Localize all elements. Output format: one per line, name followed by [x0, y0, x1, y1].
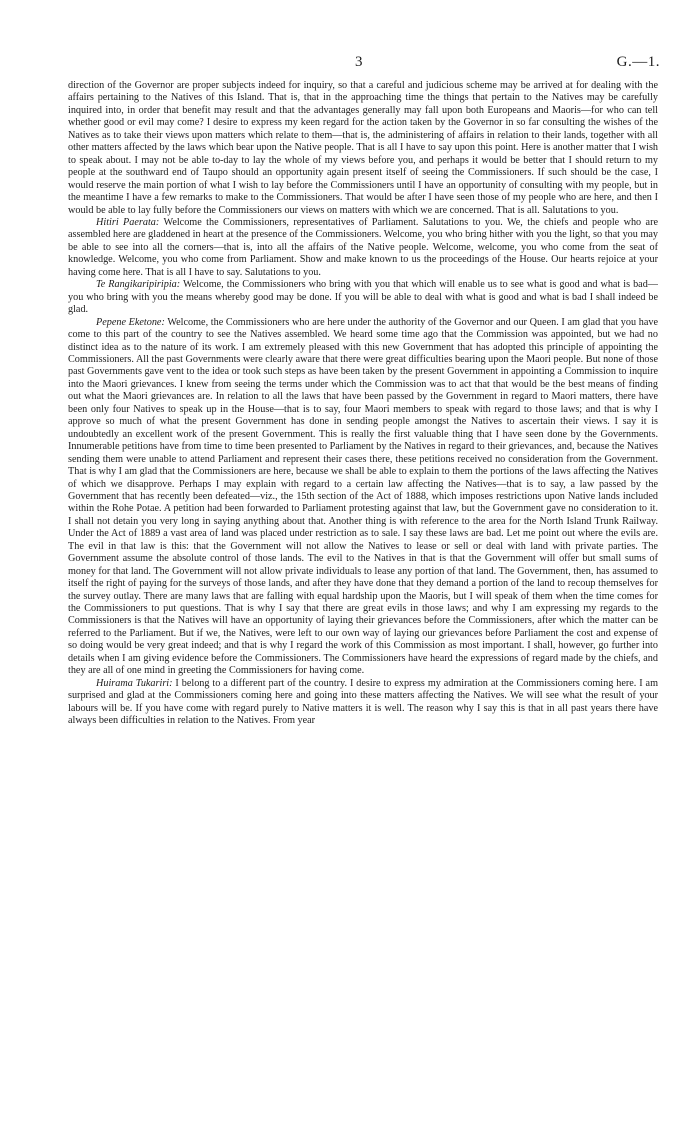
- paragraph-text: Welcome, the Commissioners who are here under the authority of the Governor and our Queen. I am glad that you have come to this part of the country to see the Natives assembled. We heard some time ago that the Commission was appointed, but we had no distinct idea as to the nature of its work. I am extremely pleased with this new Government that has adopted this principle of appointing the Commissioners. All the past Governments were clearly aware that there were great difficulties bearing upon the Maori people. But none of those past Governments gave vent to the idea or took such steps as have been taken by the present Government in appointing a Commission to inquire into the Maori grievances. I knew from seeing the terms under which the Commission was to act that that would be the best means of finding out what the Maori grievances are. In relation to all the laws that have been passed by the Government in regard to Maori matters, there have been only four Natives to speak up in the House—that is to say, four Maori members to speak with regard to those laws; and that is why I approve so much of what the present Government has done in sending people amongst the Natives to ascertain their views. I say it is undoubtedly an excellent work of the present Government. This is really the first valuable thing that I have seen done by the Governments. Innumerable petitions have from time to time been presented to Parliament by the Natives in regard to their grievances, and, because the Natives sending them were unable to attend Parliament and represent their cases there, these petitions received no consideration from the Government. That is why I am glad that the Commissioners are here, because we shall be able to explain to them the portions of the laws affecting the Natives of which we disapprove. Perhaps I may explain with regard to a certain law affecting the Natives—that is to say, a law passed by the Government that has recently been defeated—viz., the 15th section of the Act of 1888, which imposes restrictions upon Native lands included within the Rohe Potae. A petition had been forwarded to Parliament protesting against that law, but the Government gave no consideration to it. I shall not detain you very long in saying anything about that. Another thing is with reference to the area for the North Island Trunk Railway. Under the Act of 1889 a vast area of land was placed under restriction as to sale. I say these laws are bad. Let me point out where the evils are. The evil in that law is this: that the Government will not allow the Natives to lease or sell or deal with land with private parties. The Government assume the absolute control of those lands. The evil to the Natives in that is that the Government will offer but small sums of money for that land. The Government will not allow private individuals to lease any portion of that land. The Government, then, has assumed to itself the right of paying for the surveys of those lands, and after they have done that they demand a portion of the land to recoup themselves for the survey outlay. There are many laws that are falling with equal hardship upon the Maoris, but I will speak of them when the time comes for the Commissioners to put questions. That is why I say that there are great evils in those laws; and why I am expressing my regards to the Commissioners is that the Natives will have an opportunity of laying their grievances before the Commissioners, after which the matter can be referred to the Parliament. But if we, the Natives, were left to our own way of laying our grievances before Parliament the cost and expense of so doing would be very great indeed; and that is why I regard the work of this Commission as most important. I shall, however, go further into details when I am giving evidence before the Commissioners. The Commissioners have heard the expressions of regard made by the chiefs, and they are all of one mind in greeting the Commissioners for having come.: [68, 316, 658, 677]
- speaker-name: Huirama Tukariri:: [96, 677, 173, 689]
- paragraph-text: Welcome the Commissioners, representatives of Parliament. Salutations to you. We, the chiefs and people who are assembled here are gladdened in heart at the presence of the Commissioners. Welcome, you who bring hither with you the light, so that you may be able to see into all the corners—that is, into all the affairs of the Native people. Welcome, welcome, you who come from the seat of knowledge. Welcome, you who come from Parliament. Show and make known to us the proceedings of the House. Our hearts rejoice at your having come here. That is all I have to say. Salutations to you.: [68, 216, 658, 278]
- speaker-name: Hitiri Paerata:: [96, 216, 160, 228]
- paragraph: [68, 80, 658, 217]
- paragraph: [68, 678, 658, 728]
- document-reference: G.—1.: [616, 54, 660, 70]
- paragraph: [68, 317, 658, 678]
- page-header: [0, 54, 700, 74]
- paragraph-text: direction of the Governor are proper subjects indeed for inquiry, so that a careful and judicious scheme may be arrived at for dealing with the affairs pertaining to the Natives of this Island. That is, that in the approaching time the things that pertain to the Natives may be carefully inquired into, in order that benefit may result and that the advantages generally may fall upon both Europeans and Maoris—for who can tell whether good or evil may come? I desire to express my keen regard for the action taken by the Governor in so far consulting the wishes of the Natives as to take their views upon matters which relate to them—that is, the administering of affairs in relation to their lands, together with all other matters affected by the laws which bear upon the Native people. That is all I have to say upon this point. Here is another matter that I wish to speak about. I may not be able to-day to lay the whole of my views before you, and perhaps it would be better that I should return to my people at the southward end of Taupo should an opportunity again present itself of seeing the Commissioners. If such should be the case, I would reserve the main portion of what I wish to lay before the Commissioners until I have an opportunity of consulting with my people, but in the meantime I have a few remarks to make to the Commissioners. That would be after I have seen those of my people who are here, and then I would be able to lay fully before the Commissioners our views on matters with which we are concerned. That is all. Salutations to you.: [68, 80, 658, 216]
- speaker-name: Pepene Eketone:: [96, 316, 165, 328]
- paragraph-text: I belong to a different part of the country. I desire to express my admiration at the Commissioners coming here. I am surprised and glad at the Commissioners coming here and going into these matters affecting the Natives. We will see what the result of your labours will be. If you have come with regard purely to Native matters it is well. The reason why I say this is that in all past years there have always been difficulties in relation to the Natives. From year: [68, 677, 659, 727]
- paragraph-text: Welcome, the Commissioners who bring with you that which will enable us to see what is good and what is bad—you who bring with you the means whereby good may be done. If you will be able to deal with what is good and what is bad I shall indeed be glad.: [68, 279, 658, 316]
- page-number: 3: [355, 54, 363, 70]
- paragraph: [68, 279, 658, 316]
- body-text: [68, 80, 658, 728]
- paragraph: [68, 217, 658, 279]
- speaker-name: Te Rangikaripiripia:: [96, 279, 181, 291]
